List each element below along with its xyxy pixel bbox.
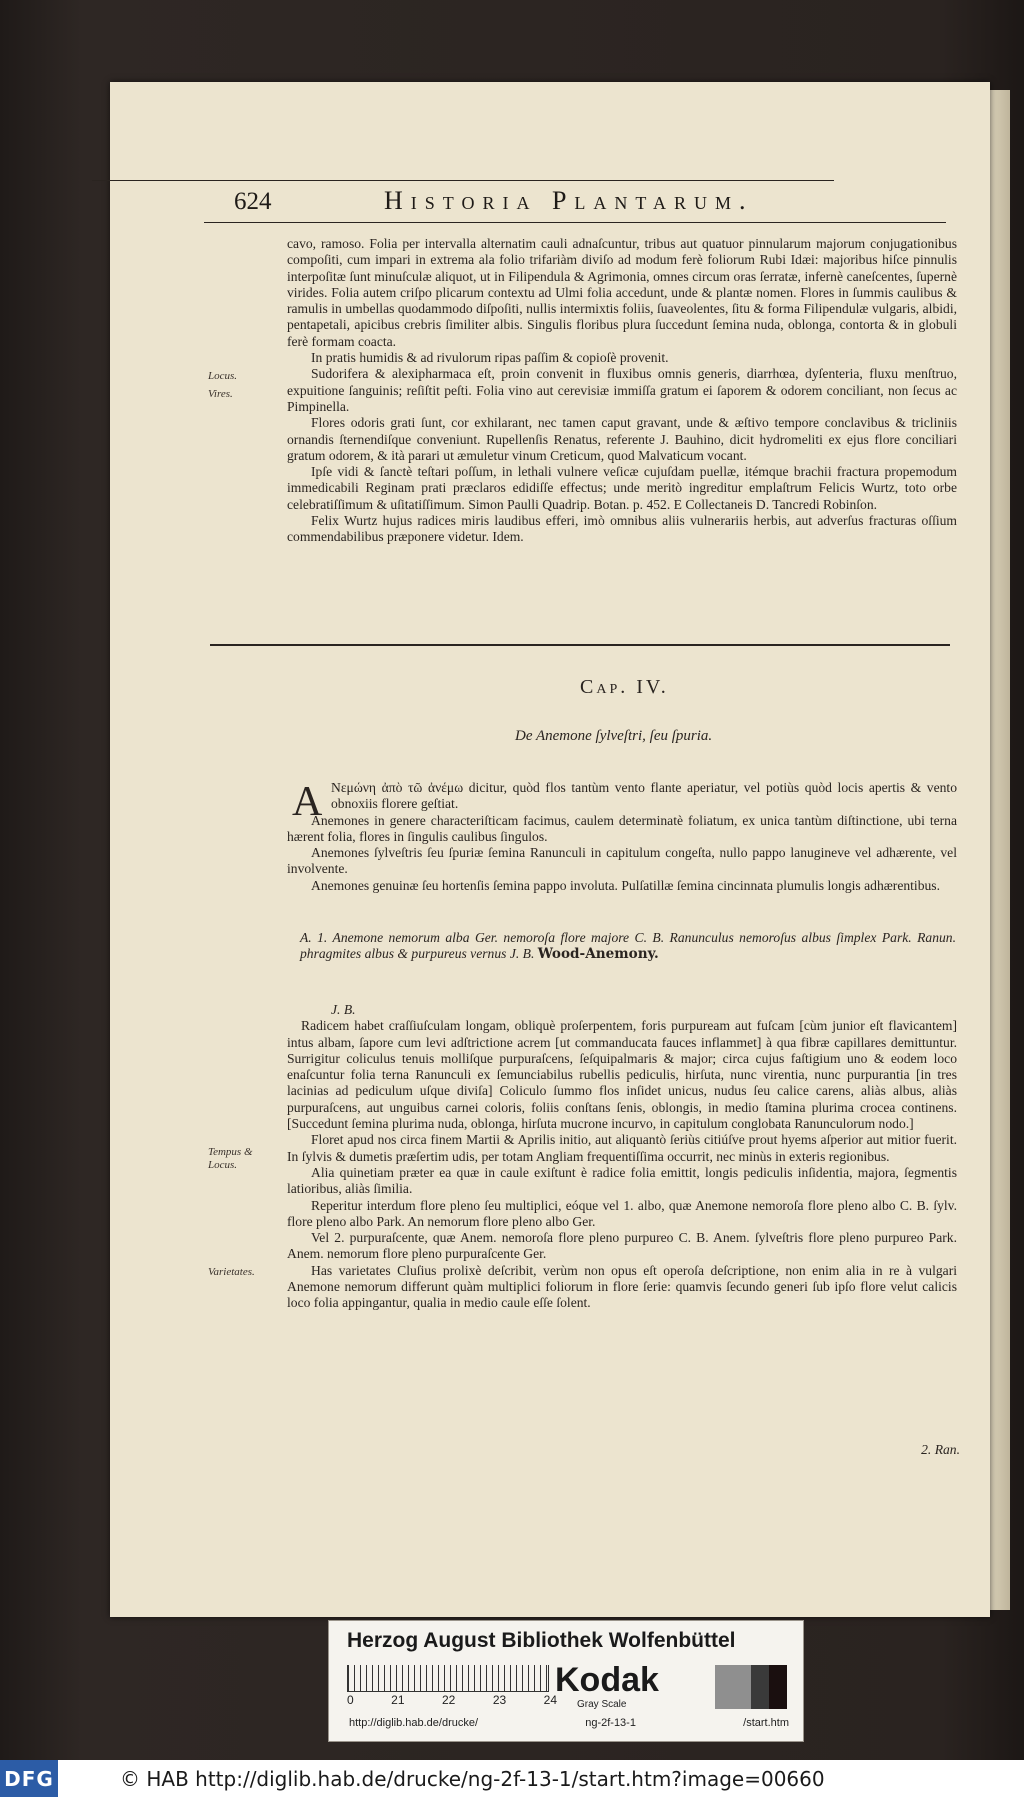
gray-scale-label: Gray Scale xyxy=(577,1699,627,1710)
species-entry xyxy=(300,930,956,963)
library-name: Herzog August Bibliothek Wolfenbüttel xyxy=(347,1629,736,1652)
scale-ruler xyxy=(347,1665,549,1692)
running-head: Historia Plantarum. xyxy=(384,186,754,215)
paragraph: Radicem habet craſſiuſculam longam, obliquè proſerpentem, foris purpuream aut fuſcam [cùm junior eſt flavicantem] intus albam, ſapore cum levi adſtrictione acrem [ut commanducata fauces inflammet] à qua fibræ capillares demittuntur. Surrigitur coliculus tenuis molliſque purpuraſcens, ſeſquipalmaris & major; circa cujus faſtigium uno & eodem loco enaſcuntur folia terna Ranunculi ex ſemunciabilus rubellis pediculis, hirſuta, nunc virentia, nunc purpurantia [in tres lacinias ad pediculum uſque diviſa] Coliculo ſummo flos inſidet unicus, nudus ſeu calice carens, aliàs albus, aliàs purpuraſcens, aut unguibus carnei coloris, foliis conſtans ſenis, oblongis, in medio ſtamina plurima crocea continens. [Succedunt ſemina plurima nuda, oblonga, hirſuta mucrone incurvo, in capitulum conglobata Ranunculorum nodo.] xyxy=(287,1018,957,1132)
chapter-intro-block xyxy=(287,780,957,894)
paragraph: Alia quinetiam præter ea quæ in caule exiſtunt è radice folia emittit, longis pediculis inſidentia, majora, ſegmentis latioribus, aliàs ſimilia. xyxy=(287,1164,957,1197)
paragraph: Anemones genuinæ ſeu hortenſis ſemina pappo involuta. Pulſatillæ ſemina cincinnata plumulis longis adhærentibus. xyxy=(311,877,940,893)
paragraph: Flores odoris grati ſunt, cor exhilarant, nec tamen caput gravant, unde & æſtivo tempore conclavibus & tricliniis ornandis ſternendiſque conveniunt. Rupellenſis Renatus, referente J. Bauhino, dicit hydromeliti ex ejus flore conciliari gratum odorem, & ità parari ut æmuletur vinum Creticum, quod Malvaticum vocant. xyxy=(287,415,957,463)
page-header xyxy=(234,186,944,216)
url-base: http://diglib.hab.de/drucke/ xyxy=(349,1717,479,1729)
color-target-card xyxy=(328,1620,804,1742)
footer-bar xyxy=(0,1760,1024,1797)
description-block xyxy=(287,1002,957,1312)
chapter-title: Cap. IV. xyxy=(580,676,669,698)
page-number: 624 xyxy=(234,188,272,215)
species-english-name: Wood-Anemony. xyxy=(537,946,659,963)
paragraph: cavo, ramoso. Folia per intervalla alternatim cauli adnaſcuntur, tribus aut quatuor pinnularum majorum conjugationibus compoſiti, cum impari in extrema ala folio trifariàm diviſo ad modum ferè foliorum Rubi Idæi: majoribus hiſce pinnulis interpoſitæ ſunt minuſculæ aliquot, ut in Filipendula & Agrimonia, omnes circum oras ſerratæ, infernè caneſcentes, ſupernè virides. Folia autem criſpo plicarum contextu ad Ulmi folia accedunt, unde & plantæ nomen. Flores in ſummis caulibus & ramulis in umbellas quodammodo diſpoſiti, nullis intermixtis foliis, ſuaveolentes, ſitu & forma Filipendulæ vulgaris, albidi, pentapetali, apicibus crebris ſimiliter albis. Singulis floribus plura ſuccedunt ſemina nuda, oblonga, contorta & in globuli ferè formam coacta. xyxy=(287,236,957,349)
gray-swatch xyxy=(715,1665,751,1709)
margin-note-vires: Vires. xyxy=(208,388,233,400)
ruler-number: 24 xyxy=(543,1693,557,1707)
copyright-link[interactable]: © HAB http://diglib.hab.de/drucke/ng-2f-13-1/start.htm?image=00660 xyxy=(120,1766,825,1791)
paragraph: Has varietates Cluſius prolixè deſcribit, verùm non opus eſt operoſa deſcriptione, non enim alia in re à vulgari Anemone nemorum differunt quàm multiplici foliorum in flore ſerie: quamvis ſecundo generi ſub ipſo flore velut calicis loco folia appingantur, qualia in medio caule eſſe ſolent. xyxy=(287,1262,957,1311)
top-text-block xyxy=(287,236,957,546)
margin-note-locus: Locus. xyxy=(208,370,238,382)
url-id: ng-2f-13-1 xyxy=(585,1717,636,1729)
url-end: /start.htm xyxy=(743,1717,789,1729)
header-rule-bottom xyxy=(204,222,946,223)
ruler-number: 23 xyxy=(492,1693,507,1707)
paragraph: Felix Wurtz hujus radices miris laudibus efferi, imò omnibus aliis vulnerariis herbis, aut adverſus fracturas oſſium commendabilibus præponere videtur. Idem. xyxy=(287,513,957,545)
paragraph: Floret apud nos circa finem Martii & Aprilis initio, aut aliquantò ſeriùs citiúſve prout hyems aſperior aut mitior fuerit. In ſylvis & dumetis præſertim udis, per totam Angliam frequentiſſima occurrit, nec minùs in exteris regionibus. xyxy=(287,1132,957,1164)
chapter-subtitle: De Anemone ſylveſtri, ſeu ſpuria. xyxy=(515,728,713,744)
ruler-numbers xyxy=(347,1693,557,1707)
paragraph: In pratis humidis & ad rivulorum ripas paſſim & copioſè provenit. xyxy=(311,350,669,366)
paragraph: Reperitur interdum flore pleno ſeu multiplici, eóque vel 1. albo, quæ Anemone nemoroſa flore pleno albo C. B. ſylv. flore pleno albo Park. An nemorum flore pleno albo Ger. xyxy=(287,1197,957,1229)
paragraph: Sudorifera & alexipharmaca eſt, proin convenit in fluxibus omnis generis, diarrhœa, dyſenteria, fluxu menſtruo, expuitione ſanguinis; reſiſtit peſti. Folia vino aut cerevisiæ immiſſa gratum ei ſaporem & odorem conciliant, non ſecus ac Pimpinella. xyxy=(287,366,957,414)
drop-cap: A xyxy=(292,779,323,825)
paragraph: Νεμώνη ἀπὸ τῶ ἀνέμω dicitur, quòd flos tantùm vento flante aperiatur, vel potiùs quòd locis apertis & vento obnoxiis florere geſtiat. xyxy=(331,780,957,812)
ruler-number: 22 xyxy=(441,1693,456,1707)
kodak-logo: Kodak xyxy=(555,1661,659,1699)
dfg-logo: DFG xyxy=(0,1760,58,1797)
paragraph: Anemones in genere characteriſticam facimus, caulem determinatè foliatum, ex unica tantùm diſtinctione, ubi terna hærent folia, flores in ſingulis caulibus ſingulos. xyxy=(287,812,957,844)
margin-note-varietates: Varietates. xyxy=(208,1266,255,1278)
paragraph: Anemones ſylveſtris ſeu ſpuriæ ſemina Ranunculi in capitulum congeſta, nullo pappo lanugineve vel adhærente, vel involvente. xyxy=(287,845,957,877)
facing-page-edge xyxy=(990,90,1010,1610)
header-rule-top xyxy=(92,180,834,181)
paragraph: Vel 2. purpuraſcente, quæ Anem. nemoroſa flore pleno purpureo C. B. Anem. ſylveſtris flore pleno purpureo Park. Anem. nemorum flore pleno purpuraſcente Ger. xyxy=(287,1230,957,1262)
catchword: 2. Ran. xyxy=(921,1442,960,1457)
paragraph: Ipſe vidi & ſanctè teſtari poſſum, in lethali vulnere veſicæ cujuſdam puellæ, itémque brachii fractura propemodum immedicabili Reginam prati præclaros edidiſſe effectus; unde meritò ingreditur emplaſtrum Felicis Wurtz, toto orbe celebratiſſimum & uſitatiſſimum. Simon Paulli Quadrip. Botan. p. 452. E Collectaneis D. Tancredi Robinſon. xyxy=(287,464,957,512)
section-divider xyxy=(210,644,950,646)
species-synonyms: A. 1. Anemone nemorum alba Ger. nemoroſa flore majore C. B. Ranunculus nemoroſus albus ſimplex Park. Ranun. phragmites albus & purpureus vernus J. B. xyxy=(300,930,956,962)
ruler-number: 21 xyxy=(391,1693,405,1707)
black-swatch xyxy=(769,1665,787,1709)
margin-note-tempus: Tempus & Locus. xyxy=(208,1146,253,1171)
target-url-row xyxy=(349,1717,789,1729)
source-citation: J. B. xyxy=(331,1002,356,1017)
ruler-number: 0 xyxy=(347,1693,354,1707)
